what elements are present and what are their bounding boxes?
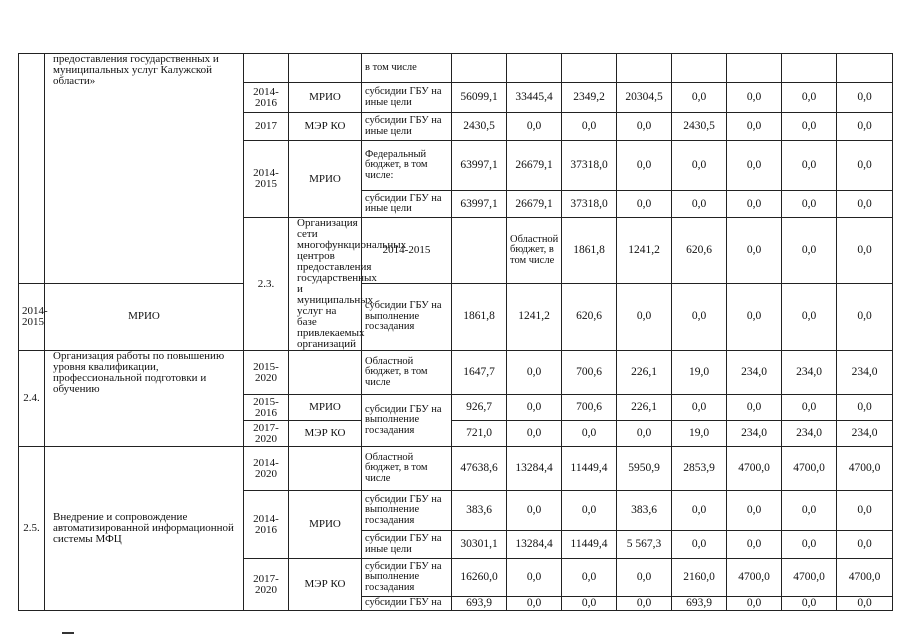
- page-mark: [62, 632, 74, 634]
- table-cell: 0,0: [617, 191, 672, 218]
- table-cell: 0,0: [672, 491, 727, 531]
- table-cell: 0,0: [837, 218, 893, 284]
- table-cell: субсидии ГБУ на иные цели: [362, 113, 452, 141]
- table-cell: 2015-2016: [244, 395, 289, 421]
- table-cell: МРИО: [289, 83, 362, 113]
- table-cell: 2349,2: [562, 83, 617, 113]
- table-cell: 234,0: [727, 351, 782, 395]
- table-cell: 0,0: [782, 597, 837, 611]
- table-cell: 2014-2016: [244, 491, 289, 559]
- table-cell: 0,0: [617, 113, 672, 141]
- table-cell: 63997,1: [452, 141, 507, 191]
- table-cell: МЭР КО: [289, 421, 362, 447]
- table-cell: 2017-2020: [244, 421, 289, 447]
- table-cell: 0,0: [837, 597, 893, 611]
- table-cell: 0,0: [562, 597, 617, 611]
- table-cell: 0,0: [507, 491, 562, 531]
- table-cell: 4700,0: [782, 559, 837, 597]
- table-row: [19, 447, 893, 491]
- table-cell: 0,0: [782, 83, 837, 113]
- table-cell: 5950,9: [617, 447, 672, 491]
- table-cell: 0,0: [837, 395, 893, 421]
- table-cell: 234,0: [837, 351, 893, 395]
- table-cell: 2014-2015: [244, 141, 289, 218]
- table-cell: 0,0: [507, 597, 562, 611]
- table-cell: 0,0: [727, 491, 782, 531]
- table-cell: субсидии ГБУ на иные цели: [362, 531, 452, 559]
- table-cell: 383,6: [617, 491, 672, 531]
- table-cell: [727, 54, 782, 83]
- table-cell: [452, 218, 507, 284]
- table-cell: 1241,2: [617, 218, 672, 284]
- table-cell: МЭР КО: [289, 113, 362, 141]
- table-cell: [452, 54, 507, 83]
- table-cell: 56099,1: [452, 83, 507, 113]
- table-cell: Федеральный бюджет, в том числе:: [362, 141, 452, 191]
- table-cell: 4700,0: [837, 447, 893, 491]
- table-cell: [562, 54, 617, 83]
- table-cell: субсидии ГБУ на выполнение госзадания: [362, 491, 452, 531]
- table-cell: 0,0: [727, 141, 782, 191]
- table-cell: 620,6: [672, 218, 727, 284]
- table-cell: 0,0: [782, 531, 837, 559]
- table-cell: 0,0: [507, 351, 562, 395]
- table-cell: 700,6: [562, 351, 617, 395]
- table-row: [19, 351, 893, 395]
- table-cell: 383,6: [452, 491, 507, 531]
- table-cell: 0,0: [562, 491, 617, 531]
- table-cell: Организация сети многофункциональных центров предоставления государственных и муниципальных услуг на базе привлекаемых организаций: [289, 218, 362, 351]
- table-cell: 0,0: [837, 83, 893, 113]
- table-cell: 620,6: [562, 283, 617, 350]
- table-cell: субсидии ГБУ на иные цели: [362, 83, 452, 113]
- table-cell: 700,6: [562, 395, 617, 421]
- table-cell: 2017: [244, 113, 289, 141]
- table-cell: 0,0: [672, 141, 727, 191]
- table-cell: 0,0: [837, 283, 893, 350]
- table-cell: в том числе: [362, 54, 452, 83]
- table-cell: 2.3.: [244, 218, 289, 351]
- table-cell: 0,0: [562, 113, 617, 141]
- table-cell: 2160,0: [672, 559, 727, 597]
- table-cell: [672, 54, 727, 83]
- table-cell: 0,0: [837, 141, 893, 191]
- table-cell: 37318,0: [562, 141, 617, 191]
- table-cell: 0,0: [672, 191, 727, 218]
- table-cell: 0,0: [617, 597, 672, 611]
- table-cell: 2430,5: [452, 113, 507, 141]
- table-cell: 4700,0: [727, 559, 782, 597]
- table-cell: [289, 54, 362, 83]
- table-cell: 2853,9: [672, 447, 727, 491]
- table-cell: 20304,5: [617, 83, 672, 113]
- table-cell: 30301,1: [452, 531, 507, 559]
- table-cell: 0,0: [782, 191, 837, 218]
- table-cell: 0,0: [782, 141, 837, 191]
- table-cell: 0,0: [782, 283, 837, 350]
- table-cell: 0,0: [507, 559, 562, 597]
- table-cell: 19,0: [672, 351, 727, 395]
- table-cell: субсидии ГБУ на иные цели: [362, 191, 452, 218]
- table-cell: 2015-2020: [244, 351, 289, 395]
- table-cell: 0,0: [837, 491, 893, 531]
- table-cell: субсидии ГБУ на выполнение госзадания: [362, 395, 452, 447]
- table-cell: 0,0: [782, 395, 837, 421]
- table-cell: 1861,8: [562, 218, 617, 284]
- table-cell: [19, 54, 45, 284]
- table-cell: 0,0: [727, 283, 782, 350]
- table-cell: 0,0: [837, 191, 893, 218]
- table-cell: 0,0: [837, 113, 893, 141]
- table-cell: [289, 447, 362, 491]
- table-cell: 0,0: [837, 531, 893, 559]
- table-cell: [782, 54, 837, 83]
- table-cell: 0,0: [782, 491, 837, 531]
- table-cell: 0,0: [672, 531, 727, 559]
- table-cell: 0,0: [562, 421, 617, 447]
- table-cell: 926,7: [452, 395, 507, 421]
- table-cell: 0,0: [672, 395, 727, 421]
- table-cell: МЭР КО: [289, 559, 362, 611]
- table-cell: МРИО: [45, 283, 244, 350]
- table-cell: 2014-2015: [362, 218, 452, 284]
- table-cell: 33445,4: [507, 83, 562, 113]
- table-cell: 2014-2015: [19, 283, 45, 350]
- table-cell: 721,0: [452, 421, 507, 447]
- table-cell: 693,9: [672, 597, 727, 611]
- table-row: [19, 283, 893, 350]
- table-cell: 234,0: [837, 421, 893, 447]
- table-cell: 226,1: [617, 351, 672, 395]
- table-cell: 0,0: [507, 113, 562, 141]
- table-cell: 13284,4: [507, 447, 562, 491]
- table-cell: 5 567,3: [617, 531, 672, 559]
- table-cell: 0,0: [727, 597, 782, 611]
- table-cell: 0,0: [617, 421, 672, 447]
- table-cell: 0,0: [782, 113, 837, 141]
- document-page: [18, 53, 892, 611]
- table-cell: [507, 54, 562, 83]
- table-cell: МРИО: [289, 491, 362, 559]
- table-cell: 0,0: [782, 218, 837, 284]
- table-cell: субсидии ГБУ на выполнение госзадания: [362, 283, 452, 350]
- table-cell: 0,0: [727, 531, 782, 559]
- table-cell: 2.5.: [19, 447, 45, 611]
- table-cell: 234,0: [782, 351, 837, 395]
- table-cell: 693,9: [452, 597, 507, 611]
- table-cell: 0,0: [507, 421, 562, 447]
- table-cell: 0,0: [617, 283, 672, 350]
- table-cell: [837, 54, 893, 83]
- table-cell: 1861,8: [452, 283, 507, 350]
- table-cell: 0,0: [727, 83, 782, 113]
- table-cell: субсидии ГБУ на: [362, 597, 452, 611]
- table-cell: 2014-2020: [244, 447, 289, 491]
- table-cell: 16260,0: [452, 559, 507, 597]
- table-cell: 226,1: [617, 395, 672, 421]
- table-cell: МРИО: [289, 395, 362, 421]
- table-cell: 2430,5: [672, 113, 727, 141]
- table-cell: 47638,6: [452, 447, 507, 491]
- table-cell: 4700,0: [727, 447, 782, 491]
- table-cell: Организация работы по повышению уровня квалификации, профессиональной подготовки и обучению: [45, 351, 244, 447]
- table-cell: 234,0: [727, 421, 782, 447]
- table-cell: 0,0: [562, 559, 617, 597]
- table-cell: Внедрение и сопровождение автоматизированной информационной системы МФЦ: [45, 447, 244, 611]
- table-cell: 0,0: [672, 283, 727, 350]
- table-cell: [617, 54, 672, 83]
- table-cell: 4700,0: [837, 559, 893, 597]
- table-row: [19, 54, 893, 83]
- table-cell: 4700,0: [782, 447, 837, 491]
- table-cell: МРИО: [289, 141, 362, 218]
- table-cell: 0,0: [727, 113, 782, 141]
- table-cell: 2.4.: [19, 351, 45, 447]
- table-cell: Областной бюджет, в том числе: [362, 447, 452, 491]
- table-cell: [289, 351, 362, 395]
- table-cell: 11449,4: [562, 447, 617, 491]
- table-cell: 11449,4: [562, 531, 617, 559]
- table-cell: 1241,2: [507, 283, 562, 350]
- table-cell: 0,0: [617, 559, 672, 597]
- table-cell: 63997,1: [452, 191, 507, 218]
- table-cell: субсидии ГБУ на выполнение госзадания: [362, 559, 452, 597]
- table-cell: [244, 54, 289, 83]
- table-cell: 26679,1: [507, 141, 562, 191]
- table-cell: 0,0: [507, 395, 562, 421]
- table-cell: 0,0: [672, 83, 727, 113]
- table-cell: Областной бюджет, в том числе: [507, 218, 562, 284]
- table-cell: 0,0: [727, 191, 782, 218]
- budget-table: [18, 53, 893, 611]
- table-cell: предоставления государственных и муниципальных услуг Калужской области»: [45, 54, 244, 284]
- table-cell: 234,0: [782, 421, 837, 447]
- table-cell: 0,0: [727, 218, 782, 284]
- table-cell: 37318,0: [562, 191, 617, 218]
- table-cell: 0,0: [727, 395, 782, 421]
- table-cell: Областной бюджет, в том числе: [362, 351, 452, 395]
- table-cell: 2017-2020: [244, 559, 289, 611]
- table-cell: 0,0: [617, 141, 672, 191]
- table-cell: 2014-2016: [244, 83, 289, 113]
- table-cell: 1647,7: [452, 351, 507, 395]
- table-cell: 13284,4: [507, 531, 562, 559]
- table-cell: 19,0: [672, 421, 727, 447]
- table-cell: 26679,1: [507, 191, 562, 218]
